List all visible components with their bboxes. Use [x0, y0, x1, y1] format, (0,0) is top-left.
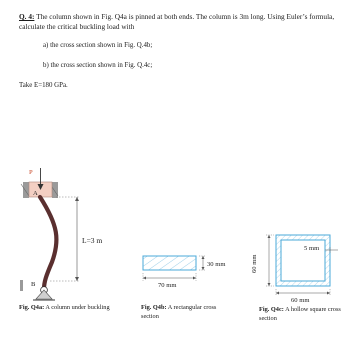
given-modulus: Take E=180 GPa.	[19, 82, 68, 89]
fig-q4c-caption	[259, 306, 349, 323]
square-height-dimension	[266, 235, 274, 286]
fig-q4a-text: A column under buckling	[44, 304, 110, 311]
rect-height-label: 30 mm	[207, 261, 226, 268]
point-b-label: B	[31, 281, 36, 288]
square-width-label: 60 mm	[291, 297, 310, 304]
part-a: a) the cross section shown in Fig. Q.4b;	[43, 42, 153, 49]
fig-q4b-id: Fig. Q4b:	[141, 304, 167, 311]
fig-q4a-id: Fig. Q4a:	[19, 304, 45, 311]
wall-thickness-label: 5 mm	[304, 245, 320, 252]
square-height-label: 60 mm	[251, 254, 258, 273]
rect-width-label: 70 mm	[158, 282, 177, 289]
fig-q4c-id: Fig. Q4c:	[259, 306, 284, 313]
square-width-dimension	[276, 289, 330, 296]
question-text: The column shown in Fig. Q4a is pinned at both ends. The column is 3m long. Using Euler’s formula, calculate the critical buckling load with	[19, 12, 335, 31]
point-a-label: A	[33, 190, 38, 197]
part-b: b) the cross section shown in Fig. Q.4c;	[43, 62, 153, 69]
length-label: L=3 m	[82, 236, 103, 245]
load-label: P	[29, 169, 33, 176]
fig-q4b-text: A rectangular cross section	[141, 304, 217, 320]
fig-q4c-text: A hollow square cross section	[259, 306, 341, 322]
question-number: Q. 4:	[19, 12, 35, 21]
hollow-square-section	[276, 235, 330, 286]
